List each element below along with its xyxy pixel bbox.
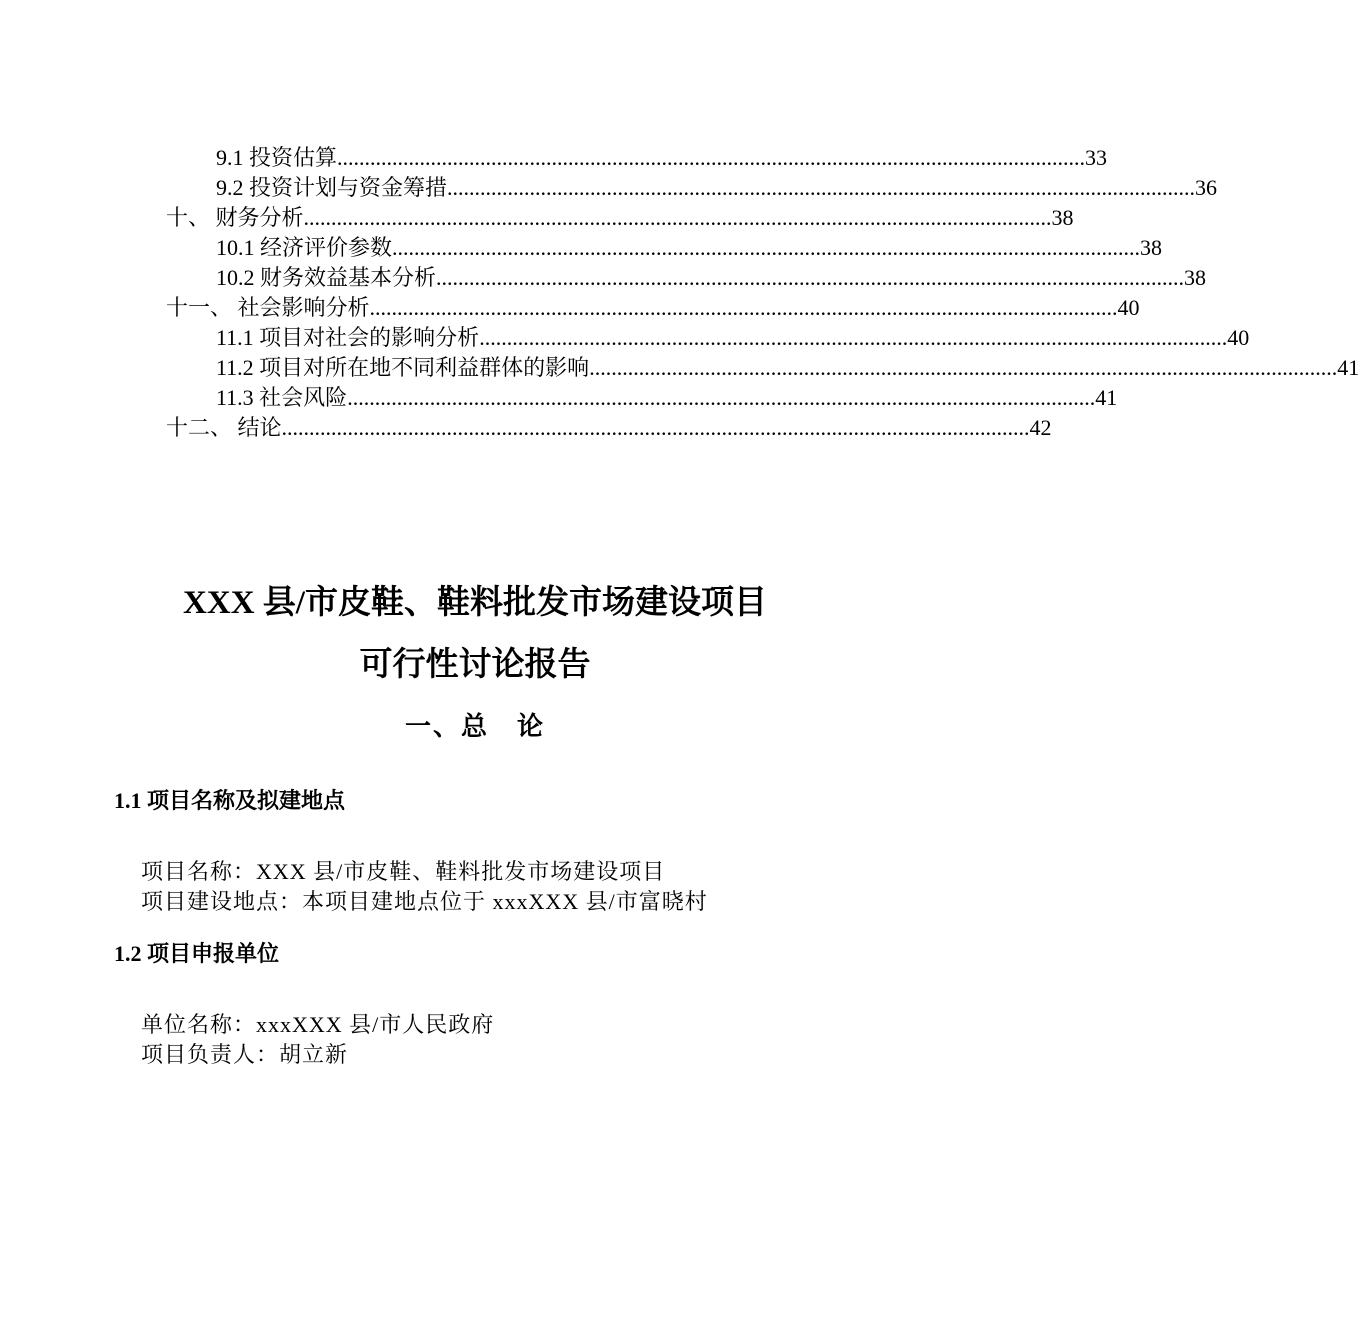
toc-entry-page: 33 bbox=[1085, 145, 1108, 170]
toc-entry-page: 41 bbox=[1095, 385, 1118, 410]
toc-leader-dots: ........................................................................................................................................ bbox=[436, 265, 1185, 290]
applicant-unit-line: 单位名称：xxxXXX 县/市人民政府 bbox=[141, 1012, 495, 1037]
toc-entry-label: 9.2 投资计划与资金筹措 bbox=[216, 175, 448, 200]
toc-leader-dots: ........................................................................................................................................ bbox=[337, 145, 1086, 170]
toc-entry-page: 38 bbox=[1140, 235, 1163, 260]
toc-entry-label: 10.2 财务效益基本分析 bbox=[216, 265, 437, 290]
toc-entry[interactable] bbox=[216, 261, 1207, 291]
project-leader-line: 项目负责人：胡立新 bbox=[141, 1042, 349, 1067]
toc-entry[interactable] bbox=[166, 411, 1052, 441]
toc-entry-label: 十二、 结论 bbox=[166, 415, 282, 440]
project-location-line: 项目建设地点：本项目建地点位于 xxxXXX 县/市富晓村 bbox=[141, 889, 708, 914]
toc-entry-page: 42 bbox=[1029, 415, 1052, 440]
toc-entry[interactable] bbox=[216, 141, 1108, 171]
toc-leader-dots: ........................................................................................................................................ bbox=[589, 355, 1338, 380]
toc-entry-label: 11.2 项目对所在地不同利益群体的影响 bbox=[216, 355, 590, 380]
toc-leader-dots: ........................................................................................................................................ bbox=[479, 325, 1228, 350]
toc-leader-dots: ........................................................................................................................................ bbox=[392, 235, 1141, 260]
toc-entry-label: 9.1 投资估算 bbox=[216, 145, 338, 170]
toc-entry-label: 10.1 经济评价参数 bbox=[216, 235, 393, 260]
toc-leader-dots: ........................................................................................................................................ bbox=[369, 295, 1118, 320]
toc-entry-label: 十、 财务分析 bbox=[166, 205, 304, 230]
toc-entry-label: 十一、 社会影响分析 bbox=[166, 295, 370, 320]
toc-entry-label: 11.1 项目对社会的影响分析 bbox=[216, 325, 480, 350]
toc-entry[interactable] bbox=[216, 321, 1250, 351]
toc-leader-dots: ........................................................................................................................................ bbox=[303, 205, 1052, 230]
toc-entry-page: 38 bbox=[1184, 265, 1207, 290]
section-heading: 1.2 项目申报单位 bbox=[114, 941, 280, 966]
chapter-title: 一、总 论 bbox=[404, 712, 545, 741]
section-heading: 1.1 项目名称及拟建地点 bbox=[114, 788, 346, 813]
toc-leader-dots: ........................................................................................................................................ bbox=[447, 175, 1196, 200]
toc-leader-dots: ........................................................................................................................................ bbox=[347, 385, 1096, 410]
toc-entry-label: 11.3 社会风险 bbox=[216, 385, 348, 410]
toc-entry-page: 40 bbox=[1117, 295, 1140, 320]
toc-entry[interactable] bbox=[216, 171, 1218, 201]
toc-entry-page: 38 bbox=[1051, 205, 1074, 230]
toc-entry-page: 41 bbox=[1337, 355, 1359, 380]
toc-entry[interactable] bbox=[216, 231, 1163, 261]
toc-entry[interactable] bbox=[166, 201, 1074, 231]
project-name-line: 项目名称：XXX 县/市皮鞋、鞋料批发市场建设项目 bbox=[141, 859, 666, 884]
document-title-line-2: 可行性讨论报告 bbox=[359, 647, 591, 683]
toc-entry-page: 36 bbox=[1195, 175, 1218, 200]
toc-entry[interactable] bbox=[216, 351, 1359, 381]
toc-entry[interactable] bbox=[166, 291, 1140, 321]
toc-leader-dots: ........................................................................................................................................ bbox=[281, 415, 1030, 440]
toc-entry-page: 40 bbox=[1227, 325, 1250, 350]
document-title-line-1: XXX 县/市皮鞋、鞋料批发市场建设项目 bbox=[183, 585, 767, 621]
toc-entry[interactable] bbox=[216, 381, 1118, 411]
